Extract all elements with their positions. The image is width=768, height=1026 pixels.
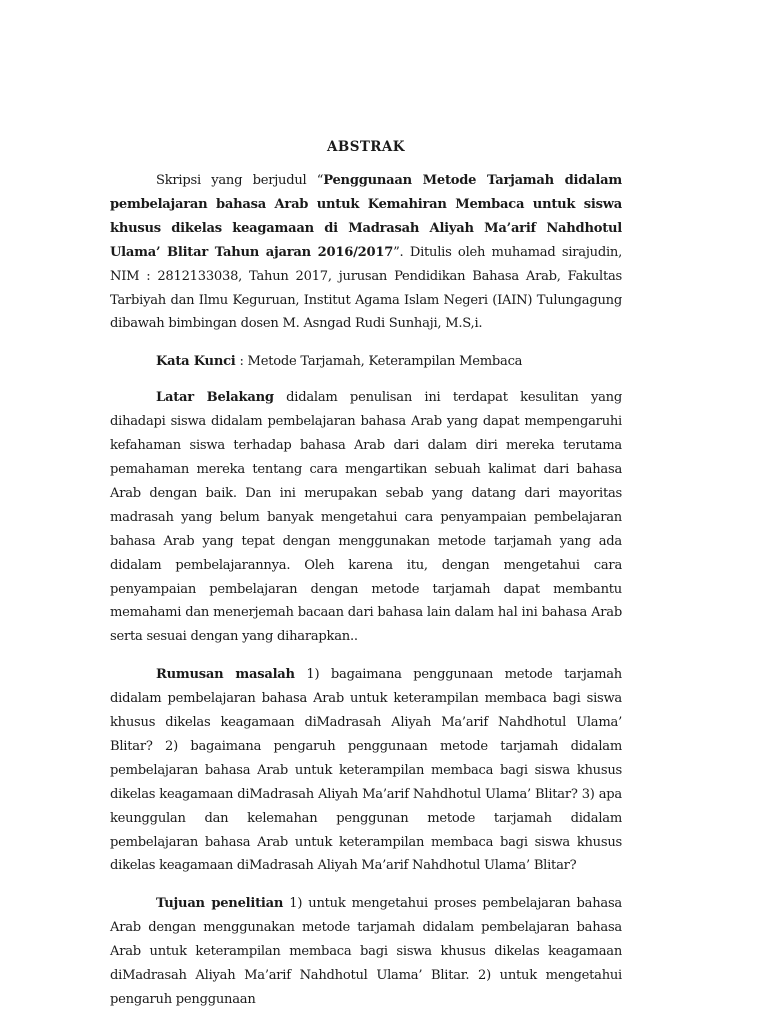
objective-text: 1) untuk mengetahui proses pembelajaran bahasa Arab dengan menggunakan metode tarjamah didalam pembelajaran bahasa Arab untuk keterampilan membaca bagi siswa khusus dikelas keagamaan diMadrasah Aliyah Ma’arif Nahdhotul Ulama’ Blitar. 2) untuk mengetahui pengaruh penggunaan — [110, 896, 622, 1007]
objective-label: Tujuan penelitian — [156, 896, 284, 912]
thesis-title: Penggunaan Metode Tarjamah didalam pembelajaran bahasa Arab untuk Kemahiran Membaca untuk siswa khusus dikelas keagamaan di Madrasah Aliyah Ma’arif Nahdhotul Ulama’ Blitar Tahun ajaran 2016/2017 — [110, 173, 622, 260]
intro-details: ”. Ditulis oleh muhamad sirajudin, NIM : 2812133038, Tahun 2017, jurusan Pendidikan Bahasa Arab, Fakultas Tarbiyah dan Ilmu Keguruan, Institut Agama Islam Negeri (IAIN) Tulungagung dibawah bimbingan dosen M. Asngad Rudi Sunhaji, M.S,i. — [110, 244, 623, 332]
problem-text: 1) bagaimana penggunaan metode tarjamah didalam pembelajaran bahasa Arab untuk keterampilan membaca bagi siswa khusus dikelas keagamaan diMadrasah Aliyah Ma’arif Nahdhotul Ulama’ Blitar? 2) bagaimana pengaruh penggunaan metode tarjamah didalam pembelajaran bahasa Arab untuk keterampilan membaca bagi siswa khusus dikelas keagamaan diMadrasah Aliyah Ma’arif Nahdhotul Ulama’ Blitar? 3) apa keunggulan dan kelemahan penggunan metode tarjamah didalam pembelajaran bahasa Arab untuk keterampilan membaca bagi siswa khusus dikelas keagamaan diMadrasah Aliyah Ma’arif Nahdhotul Ulama’ Blitar? — [110, 667, 622, 874]
background-text: didalam penulisan ini terdapat kesulitan yang dihadapi siswa didalam pembelajaran bahasa Arab yang dapat mempengaruhi kefahaman siswa terhadap bahasa Arab dari dalam diri mereka terutama pemahaman mereka tentang cara mengartikan sebuah kalimat dari bahasa Arab dengan baik. Dan ini merupakan sebab yang datang dari mayoritas madrasah yang belum banyak mengetahui cara penyampaian pembelajaran bahasa Arab yang tepat dengan menggunakan metode tarjamah yang ada didalam pembelajarannya. Oleh karena itu, dengan mengetahui cara penyampaian pembelajaran dengan metode tarjamah dapat membantu memahami dan menerjemah bacaan dari bahasa lain dalam hal ini bahasa Arab serta sesuai dengan yang diharapkan.. — [110, 390, 622, 645]
background-label: Latar Belakang — [156, 390, 274, 406]
background-paragraph — [110, 386, 622, 649]
keywords-text: : Metode Tarjamah, Keterampilan Membaca — [235, 354, 523, 370]
problem-label: Rumusan masalah — [156, 667, 295, 683]
intro-paragraph — [110, 169, 622, 336]
abstract-heading: ABSTRAK — [327, 139, 405, 155]
objective-paragraph — [110, 892, 622, 1012]
document-page — [110, 136, 622, 1026]
intro-lead: Skripsi yang berjudul “ — [156, 173, 324, 188]
keywords-paragraph — [110, 350, 622, 374]
keywords-label: Kata Kunci — [156, 354, 236, 370]
problem-paragraph — [110, 663, 622, 878]
